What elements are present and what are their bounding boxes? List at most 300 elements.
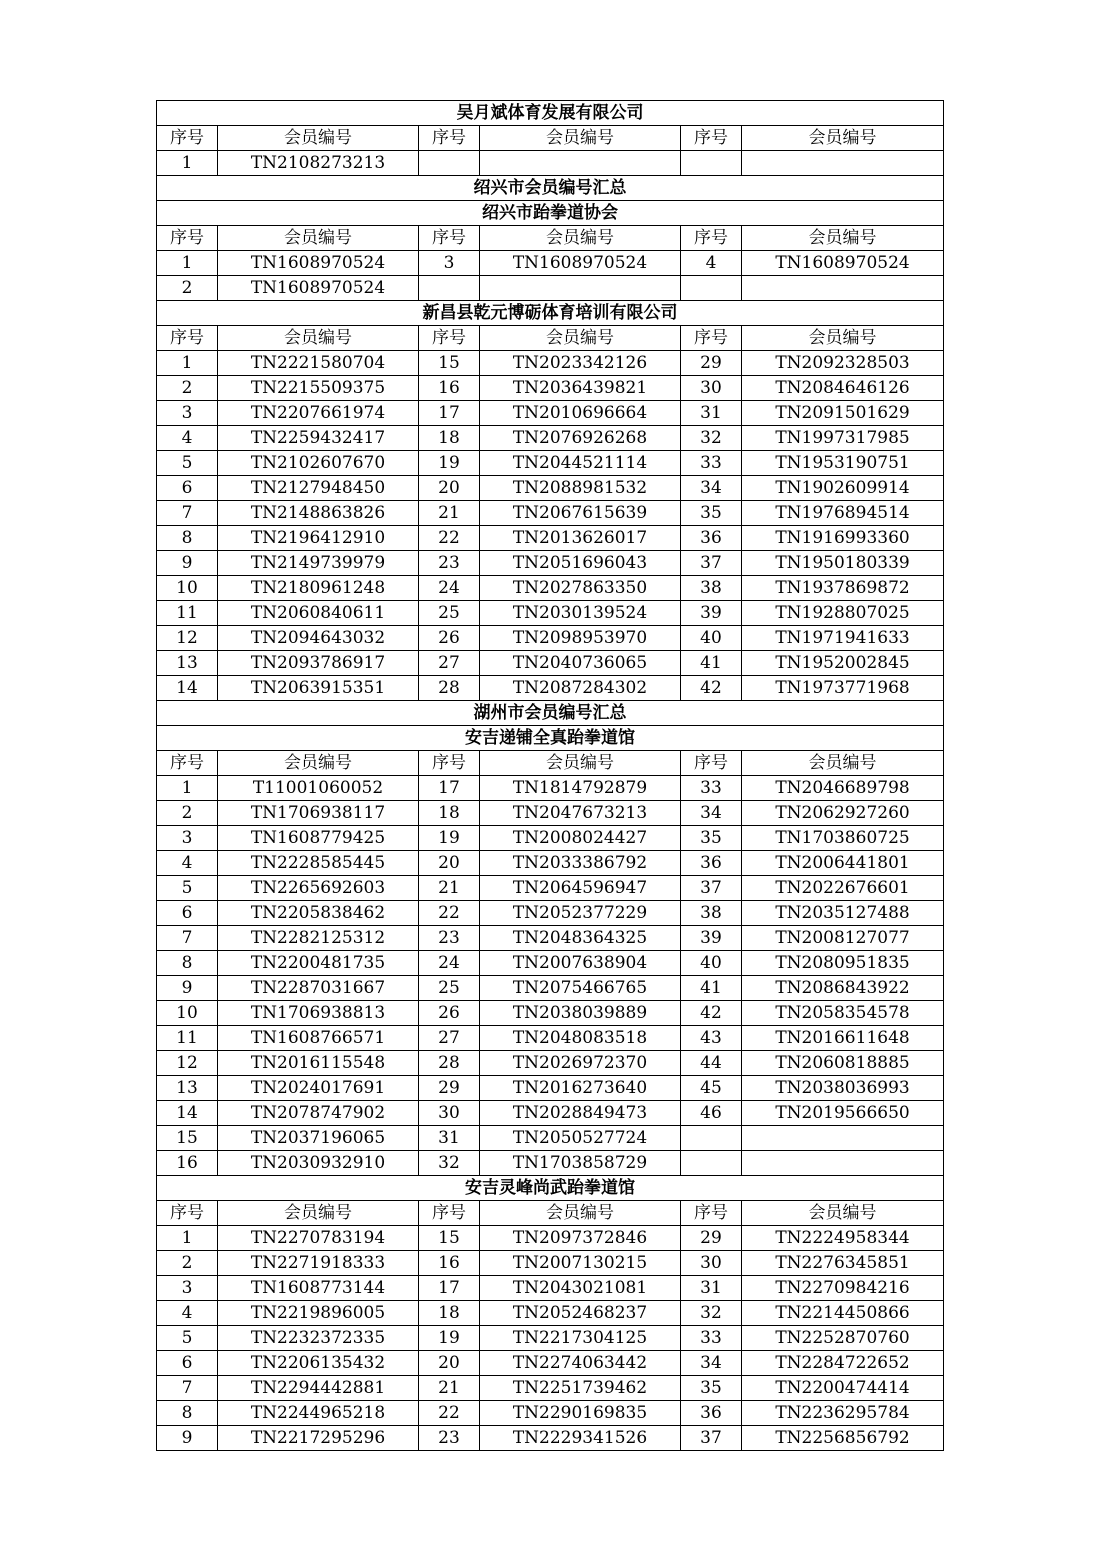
seq-cell: 28 — [419, 676, 480, 701]
section-title: 湖州市会员编号汇总 — [157, 701, 944, 726]
column-header-row — [157, 226, 944, 251]
member-no-cell: TN2080951835 — [742, 951, 944, 976]
seq-cell: 16 — [419, 376, 480, 401]
member-no-cell: TN2033386792 — [480, 851, 681, 876]
seq-cell: 4 — [681, 251, 742, 276]
seq-cell: 30 — [681, 1251, 742, 1276]
section-title-row — [157, 701, 944, 726]
member-no-cell: TN2063915351 — [218, 676, 419, 701]
seq-cell: 21 — [419, 876, 480, 901]
seq-cell: 11 — [157, 601, 218, 626]
seq-cell: 21 — [419, 1376, 480, 1401]
seq-cell: 31 — [681, 401, 742, 426]
member-no-cell: TN1608779425 — [218, 826, 419, 851]
member-no-cell: TN2035127488 — [742, 901, 944, 926]
table-row — [157, 851, 944, 876]
column-header-row — [157, 126, 944, 151]
seq-cell: 23 — [419, 1426, 480, 1451]
header-seq: 序号 — [157, 1201, 218, 1226]
seq-cell: 20 — [419, 1351, 480, 1376]
seq-cell: 4 — [157, 1301, 218, 1326]
member-no-cell — [480, 276, 681, 301]
section-title-row — [157, 726, 944, 751]
seq-cell: 30 — [681, 376, 742, 401]
table-row — [157, 1326, 944, 1351]
member-no-cell: TN2206135432 — [218, 1351, 419, 1376]
seq-cell: 5 — [157, 1326, 218, 1351]
seq-cell: 1 — [157, 151, 218, 176]
seq-cell: 46 — [681, 1101, 742, 1126]
member-no-cell: TN2229341526 — [480, 1426, 681, 1451]
member-no-cell: TN2048083518 — [480, 1026, 681, 1051]
seq-cell — [419, 151, 480, 176]
seq-cell: 20 — [419, 851, 480, 876]
member-no-cell: TN1953190751 — [742, 451, 944, 476]
table-row — [157, 1401, 944, 1426]
member-no-cell: TN1950180339 — [742, 551, 944, 576]
seq-cell: 2 — [157, 276, 218, 301]
table-row — [157, 1126, 944, 1151]
member-no-cell: TN1608773144 — [218, 1276, 419, 1301]
seq-cell: 4 — [157, 851, 218, 876]
member-no-cell: TN2221580704 — [218, 351, 419, 376]
member-no-cell: TN2127948450 — [218, 476, 419, 501]
table-row — [157, 1076, 944, 1101]
table-row — [157, 901, 944, 926]
member-no-cell: TN2219896005 — [218, 1301, 419, 1326]
seq-cell: 37 — [681, 551, 742, 576]
table-row — [157, 1051, 944, 1076]
seq-cell: 40 — [681, 626, 742, 651]
member-no-cell: TN2228585445 — [218, 851, 419, 876]
seq-cell: 33 — [681, 1326, 742, 1351]
member-no-cell: TN2217304125 — [480, 1326, 681, 1351]
table-row — [157, 801, 944, 826]
section-title-row — [157, 301, 944, 326]
member-no-cell: TN1703858729 — [480, 1151, 681, 1176]
member-no-cell: TN2051696043 — [480, 551, 681, 576]
seq-cell: 18 — [419, 801, 480, 826]
member-no-cell: TN1706938813 — [218, 1001, 419, 1026]
header-member-no: 会员编号 — [480, 1201, 681, 1226]
member-no-cell: TN2007130215 — [480, 1251, 681, 1276]
member-no-cell: TN2252870760 — [742, 1326, 944, 1351]
seq-cell: 15 — [419, 1226, 480, 1251]
table-row — [157, 1026, 944, 1051]
header-member-no: 会员编号 — [742, 751, 944, 776]
seq-cell: 12 — [157, 626, 218, 651]
member-no-cell: TN2196412910 — [218, 526, 419, 551]
member-no-cell: TN2274063442 — [480, 1351, 681, 1376]
member-no-cell: TN2236295784 — [742, 1401, 944, 1426]
member-no-cell: TN2024017691 — [218, 1076, 419, 1101]
seq-cell — [681, 1151, 742, 1176]
member-no-cell: TN2008024427 — [480, 826, 681, 851]
seq-cell: 29 — [419, 1076, 480, 1101]
header-member-no: 会员编号 — [742, 126, 944, 151]
table-row — [157, 1301, 944, 1326]
member-no-cell: TN2086843922 — [742, 976, 944, 1001]
header-seq: 序号 — [419, 1201, 480, 1226]
seq-cell: 24 — [419, 576, 480, 601]
member-no-cell — [742, 1126, 944, 1151]
seq-cell: 18 — [419, 426, 480, 451]
seq-cell: 23 — [419, 926, 480, 951]
member-no-cell: TN2040736065 — [480, 651, 681, 676]
member-no-cell: TN2149739979 — [218, 551, 419, 576]
seq-cell: 36 — [681, 851, 742, 876]
table-row — [157, 776, 944, 801]
table-row — [157, 551, 944, 576]
seq-cell: 12 — [157, 1051, 218, 1076]
seq-cell: 38 — [681, 576, 742, 601]
seq-cell: 1 — [157, 1226, 218, 1251]
section-title-row — [157, 176, 944, 201]
seq-cell: 7 — [157, 1376, 218, 1401]
header-seq: 序号 — [157, 751, 218, 776]
member-no-cell: TN2148863826 — [218, 501, 419, 526]
member-no-cell: TN2244965218 — [218, 1401, 419, 1426]
header-member-no: 会员编号 — [480, 751, 681, 776]
seq-cell: 38 — [681, 901, 742, 926]
seq-cell: 32 — [681, 1301, 742, 1326]
table-row — [157, 1226, 944, 1251]
header-seq: 序号 — [157, 126, 218, 151]
member-no-cell: TN1608970524 — [218, 276, 419, 301]
section-title-row — [157, 1176, 944, 1201]
member-no-cell: TN2036439821 — [480, 376, 681, 401]
table-row — [157, 1001, 944, 1026]
seq-cell: 31 — [419, 1126, 480, 1151]
member-no-cell: TN1902609914 — [742, 476, 944, 501]
member-no-cell: TN2046689798 — [742, 776, 944, 801]
table-body — [157, 101, 944, 1451]
member-no-cell: TN2232372335 — [218, 1326, 419, 1351]
member-no-cell: TN1916993360 — [742, 526, 944, 551]
seq-cell — [681, 276, 742, 301]
header-member-no: 会员编号 — [218, 226, 419, 251]
seq-cell: 31 — [681, 1276, 742, 1301]
member-no-cell: TN1971941633 — [742, 626, 944, 651]
member-no-cell: TN2276345851 — [742, 1251, 944, 1276]
member-no-cell: TN2270984216 — [742, 1276, 944, 1301]
header-member-no: 会员编号 — [742, 1201, 944, 1226]
seq-cell: 33 — [681, 776, 742, 801]
seq-cell: 39 — [681, 926, 742, 951]
member-no-cell — [742, 151, 944, 176]
seq-cell: 42 — [681, 676, 742, 701]
seq-cell: 17 — [419, 776, 480, 801]
member-no-cell: TN2016611648 — [742, 1026, 944, 1051]
seq-cell: 35 — [681, 501, 742, 526]
seq-cell: 11 — [157, 1026, 218, 1051]
seq-cell: 25 — [419, 976, 480, 1001]
seq-cell: 27 — [419, 1026, 480, 1051]
seq-cell: 22 — [419, 526, 480, 551]
column-header-row — [157, 1201, 944, 1226]
member-no-cell: TN2038039889 — [480, 1001, 681, 1026]
seq-cell: 2 — [157, 376, 218, 401]
seq-cell: 33 — [681, 451, 742, 476]
seq-cell: 13 — [157, 651, 218, 676]
member-no-cell: TN2251739462 — [480, 1376, 681, 1401]
member-no-cell: TN2076926268 — [480, 426, 681, 451]
member-no-cell: TN2265692603 — [218, 876, 419, 901]
member-no-cell: TN1608970524 — [218, 251, 419, 276]
seq-cell — [681, 1126, 742, 1151]
seq-cell: 15 — [419, 351, 480, 376]
seq-cell: 10 — [157, 1001, 218, 1026]
table-row — [157, 951, 944, 976]
seq-cell: 14 — [157, 1101, 218, 1126]
seq-cell: 8 — [157, 951, 218, 976]
member-no-cell: TN1976894514 — [742, 501, 944, 526]
seq-cell: 36 — [681, 1401, 742, 1426]
member-no-cell: TN2030139524 — [480, 601, 681, 626]
seq-cell: 8 — [157, 526, 218, 551]
table-row — [157, 501, 944, 526]
table-row — [157, 601, 944, 626]
seq-cell: 2 — [157, 801, 218, 826]
seq-cell: 40 — [681, 951, 742, 976]
member-no-cell: TN2108273213 — [218, 151, 419, 176]
member-no-cell: TN2064596947 — [480, 876, 681, 901]
member-no-cell: TN2214450866 — [742, 1301, 944, 1326]
header-member-no: 会员编号 — [480, 126, 681, 151]
seq-cell: 25 — [419, 601, 480, 626]
header-seq: 序号 — [419, 326, 480, 351]
member-no-cell — [742, 276, 944, 301]
seq-cell: 18 — [419, 1301, 480, 1326]
seq-cell: 32 — [681, 426, 742, 451]
header-seq: 序号 — [419, 751, 480, 776]
table-row — [157, 401, 944, 426]
seq-cell: 7 — [157, 501, 218, 526]
member-no-cell: TN2271918333 — [218, 1251, 419, 1276]
seq-cell: 35 — [681, 826, 742, 851]
seq-cell: 6 — [157, 476, 218, 501]
member-no-cell: TN2200481735 — [218, 951, 419, 976]
seq-cell: 21 — [419, 501, 480, 526]
header-seq: 序号 — [157, 226, 218, 251]
header-member-no: 会员编号 — [218, 751, 419, 776]
seq-cell: 29 — [681, 1226, 742, 1251]
member-no-cell: TN2052468237 — [480, 1301, 681, 1326]
seq-cell: 37 — [681, 1426, 742, 1451]
seq-cell: 29 — [681, 351, 742, 376]
member-no-cell: TN2016115548 — [218, 1051, 419, 1076]
seq-cell: 39 — [681, 601, 742, 626]
table-row — [157, 1251, 944, 1276]
seq-cell: 22 — [419, 1401, 480, 1426]
member-no-cell: TN2097372846 — [480, 1226, 681, 1251]
seq-cell: 24 — [419, 951, 480, 976]
seq-cell: 7 — [157, 926, 218, 951]
member-no-cell: TN2200474414 — [742, 1376, 944, 1401]
member-no-cell: TN2078747902 — [218, 1101, 419, 1126]
member-no-cell: TN2282125312 — [218, 926, 419, 951]
seq-cell: 41 — [681, 651, 742, 676]
member-no-cell: TN1706938117 — [218, 801, 419, 826]
seq-cell: 17 — [419, 401, 480, 426]
section-title: 吴月斌体育发展有限公司 — [157, 101, 944, 126]
seq-cell: 6 — [157, 901, 218, 926]
seq-cell: 17 — [419, 1276, 480, 1301]
table-row — [157, 926, 944, 951]
member-no-cell: TN2023342126 — [480, 351, 681, 376]
member-no-cell: TN2027863350 — [480, 576, 681, 601]
seq-cell: 2 — [157, 1251, 218, 1276]
table-row — [157, 976, 944, 1001]
member-no-cell: TN1608970524 — [742, 251, 944, 276]
member-no-cell: TN2084646126 — [742, 376, 944, 401]
member-no-cell: TN2094643032 — [218, 626, 419, 651]
member-no-cell: TN2093786917 — [218, 651, 419, 676]
section-title: 安吉递铺全真跆拳道馆 — [157, 726, 944, 751]
seq-cell: 34 — [681, 476, 742, 501]
header-seq: 序号 — [681, 226, 742, 251]
member-no-cell: TN2062927260 — [742, 801, 944, 826]
seq-cell: 19 — [419, 826, 480, 851]
seq-cell: 10 — [157, 576, 218, 601]
seq-cell: 26 — [419, 626, 480, 651]
member-no-cell: T11001060052 — [218, 776, 419, 801]
member-no-cell: TN2284722652 — [742, 1351, 944, 1376]
seq-cell: 15 — [157, 1126, 218, 1151]
seq-cell: 26 — [419, 1001, 480, 1026]
seq-cell: 4 — [157, 426, 218, 451]
seq-cell: 19 — [419, 451, 480, 476]
member-no-cell: TN2050527724 — [480, 1126, 681, 1151]
seq-cell — [419, 276, 480, 301]
member-no-cell: TN2259432417 — [218, 426, 419, 451]
member-no-cell: TN1997317985 — [742, 426, 944, 451]
column-header-row — [157, 326, 944, 351]
member-no-cell: TN1937869872 — [742, 576, 944, 601]
seq-cell: 34 — [681, 801, 742, 826]
member-no-cell: TN2052377229 — [480, 901, 681, 926]
table-row — [157, 651, 944, 676]
seq-cell: 44 — [681, 1051, 742, 1076]
member-no-cell: TN2044521114 — [480, 451, 681, 476]
member-no-cell: TN2067615639 — [480, 501, 681, 526]
member-no-cell: TN2217295296 — [218, 1426, 419, 1451]
section-title: 绍兴市跆拳道协会 — [157, 201, 944, 226]
table-row — [157, 1426, 944, 1451]
member-no-cell: TN2060818885 — [742, 1051, 944, 1076]
member-no-cell: TN2075466765 — [480, 976, 681, 1001]
header-member-no: 会员编号 — [218, 1201, 419, 1226]
seq-cell: 45 — [681, 1076, 742, 1101]
table-row — [157, 676, 944, 701]
seq-cell: 36 — [681, 526, 742, 551]
table-row — [157, 576, 944, 601]
seq-cell: 22 — [419, 901, 480, 926]
header-seq: 序号 — [681, 126, 742, 151]
member-no-cell: TN2048364325 — [480, 926, 681, 951]
member-no-cell: TN1608970524 — [480, 251, 681, 276]
table-row — [157, 276, 944, 301]
table-row — [157, 1276, 944, 1301]
table-row — [157, 151, 944, 176]
member-no-cell: TN2091501629 — [742, 401, 944, 426]
member-no-cell: TN1703860725 — [742, 826, 944, 851]
member-no-cell: TN2030932910 — [218, 1151, 419, 1176]
table-row — [157, 1376, 944, 1401]
member-no-cell: TN2256856792 — [742, 1426, 944, 1451]
header-member-no: 会员编号 — [742, 226, 944, 251]
seq-cell: 43 — [681, 1026, 742, 1051]
header-seq: 序号 — [681, 751, 742, 776]
member-no-cell: TN2205838462 — [218, 901, 419, 926]
seq-cell: 35 — [681, 1376, 742, 1401]
member-no-cell: TN2290169835 — [480, 1401, 681, 1426]
member-no-cell: TN2087284302 — [480, 676, 681, 701]
seq-cell: 42 — [681, 1001, 742, 1026]
section-title: 安吉灵峰尚武跆拳道馆 — [157, 1176, 944, 1201]
header-seq: 序号 — [157, 326, 218, 351]
section-title: 绍兴市会员编号汇总 — [157, 176, 944, 201]
header-seq: 序号 — [419, 226, 480, 251]
member-no-cell: TN2013626017 — [480, 526, 681, 551]
header-member-no: 会员编号 — [218, 126, 419, 151]
member-no-cell: TN1928807025 — [742, 601, 944, 626]
seq-cell: 6 — [157, 1351, 218, 1376]
table-row — [157, 1151, 944, 1176]
seq-cell: 5 — [157, 451, 218, 476]
member-no-cell — [742, 1151, 944, 1176]
member-no-cell: TN2010696664 — [480, 401, 681, 426]
header-member-no: 会员编号 — [742, 326, 944, 351]
table-row — [157, 351, 944, 376]
header-member-no: 会员编号 — [218, 326, 419, 351]
seq-cell: 27 — [419, 651, 480, 676]
header-seq: 序号 — [419, 126, 480, 151]
seq-cell: 23 — [419, 551, 480, 576]
header-seq: 序号 — [681, 1201, 742, 1226]
header-member-no: 会员编号 — [480, 226, 681, 251]
member-no-cell: TN2038036993 — [742, 1076, 944, 1101]
seq-cell: 20 — [419, 476, 480, 501]
member-no-cell: TN2047673213 — [480, 801, 681, 826]
table-row — [157, 251, 944, 276]
seq-cell — [681, 151, 742, 176]
seq-cell: 9 — [157, 976, 218, 1001]
member-no-cell: TN2224958344 — [742, 1226, 944, 1251]
member-no-cell: TN2008127077 — [742, 926, 944, 951]
member-no-cell: TN2058354578 — [742, 1001, 944, 1026]
member-no-cell: TN2022676601 — [742, 876, 944, 901]
member-no-cell: TN2207661974 — [218, 401, 419, 426]
table-row — [157, 376, 944, 401]
member-no-cell: TN2028849473 — [480, 1101, 681, 1126]
seq-cell: 19 — [419, 1326, 480, 1351]
member-no-cell: TN1814792879 — [480, 776, 681, 801]
member-no-cell: TN2092328503 — [742, 351, 944, 376]
seq-cell: 1 — [157, 776, 218, 801]
seq-cell: 8 — [157, 1401, 218, 1426]
seq-cell: 37 — [681, 876, 742, 901]
member-no-cell: TN2270783194 — [218, 1226, 419, 1251]
seq-cell: 9 — [157, 551, 218, 576]
column-header-row — [157, 751, 944, 776]
header-member-no: 会员编号 — [480, 326, 681, 351]
member-no-cell: TN1973771968 — [742, 676, 944, 701]
table-row — [157, 826, 944, 851]
seq-cell: 28 — [419, 1051, 480, 1076]
seq-cell: 41 — [681, 976, 742, 1001]
member-no-cell: TN2006441801 — [742, 851, 944, 876]
